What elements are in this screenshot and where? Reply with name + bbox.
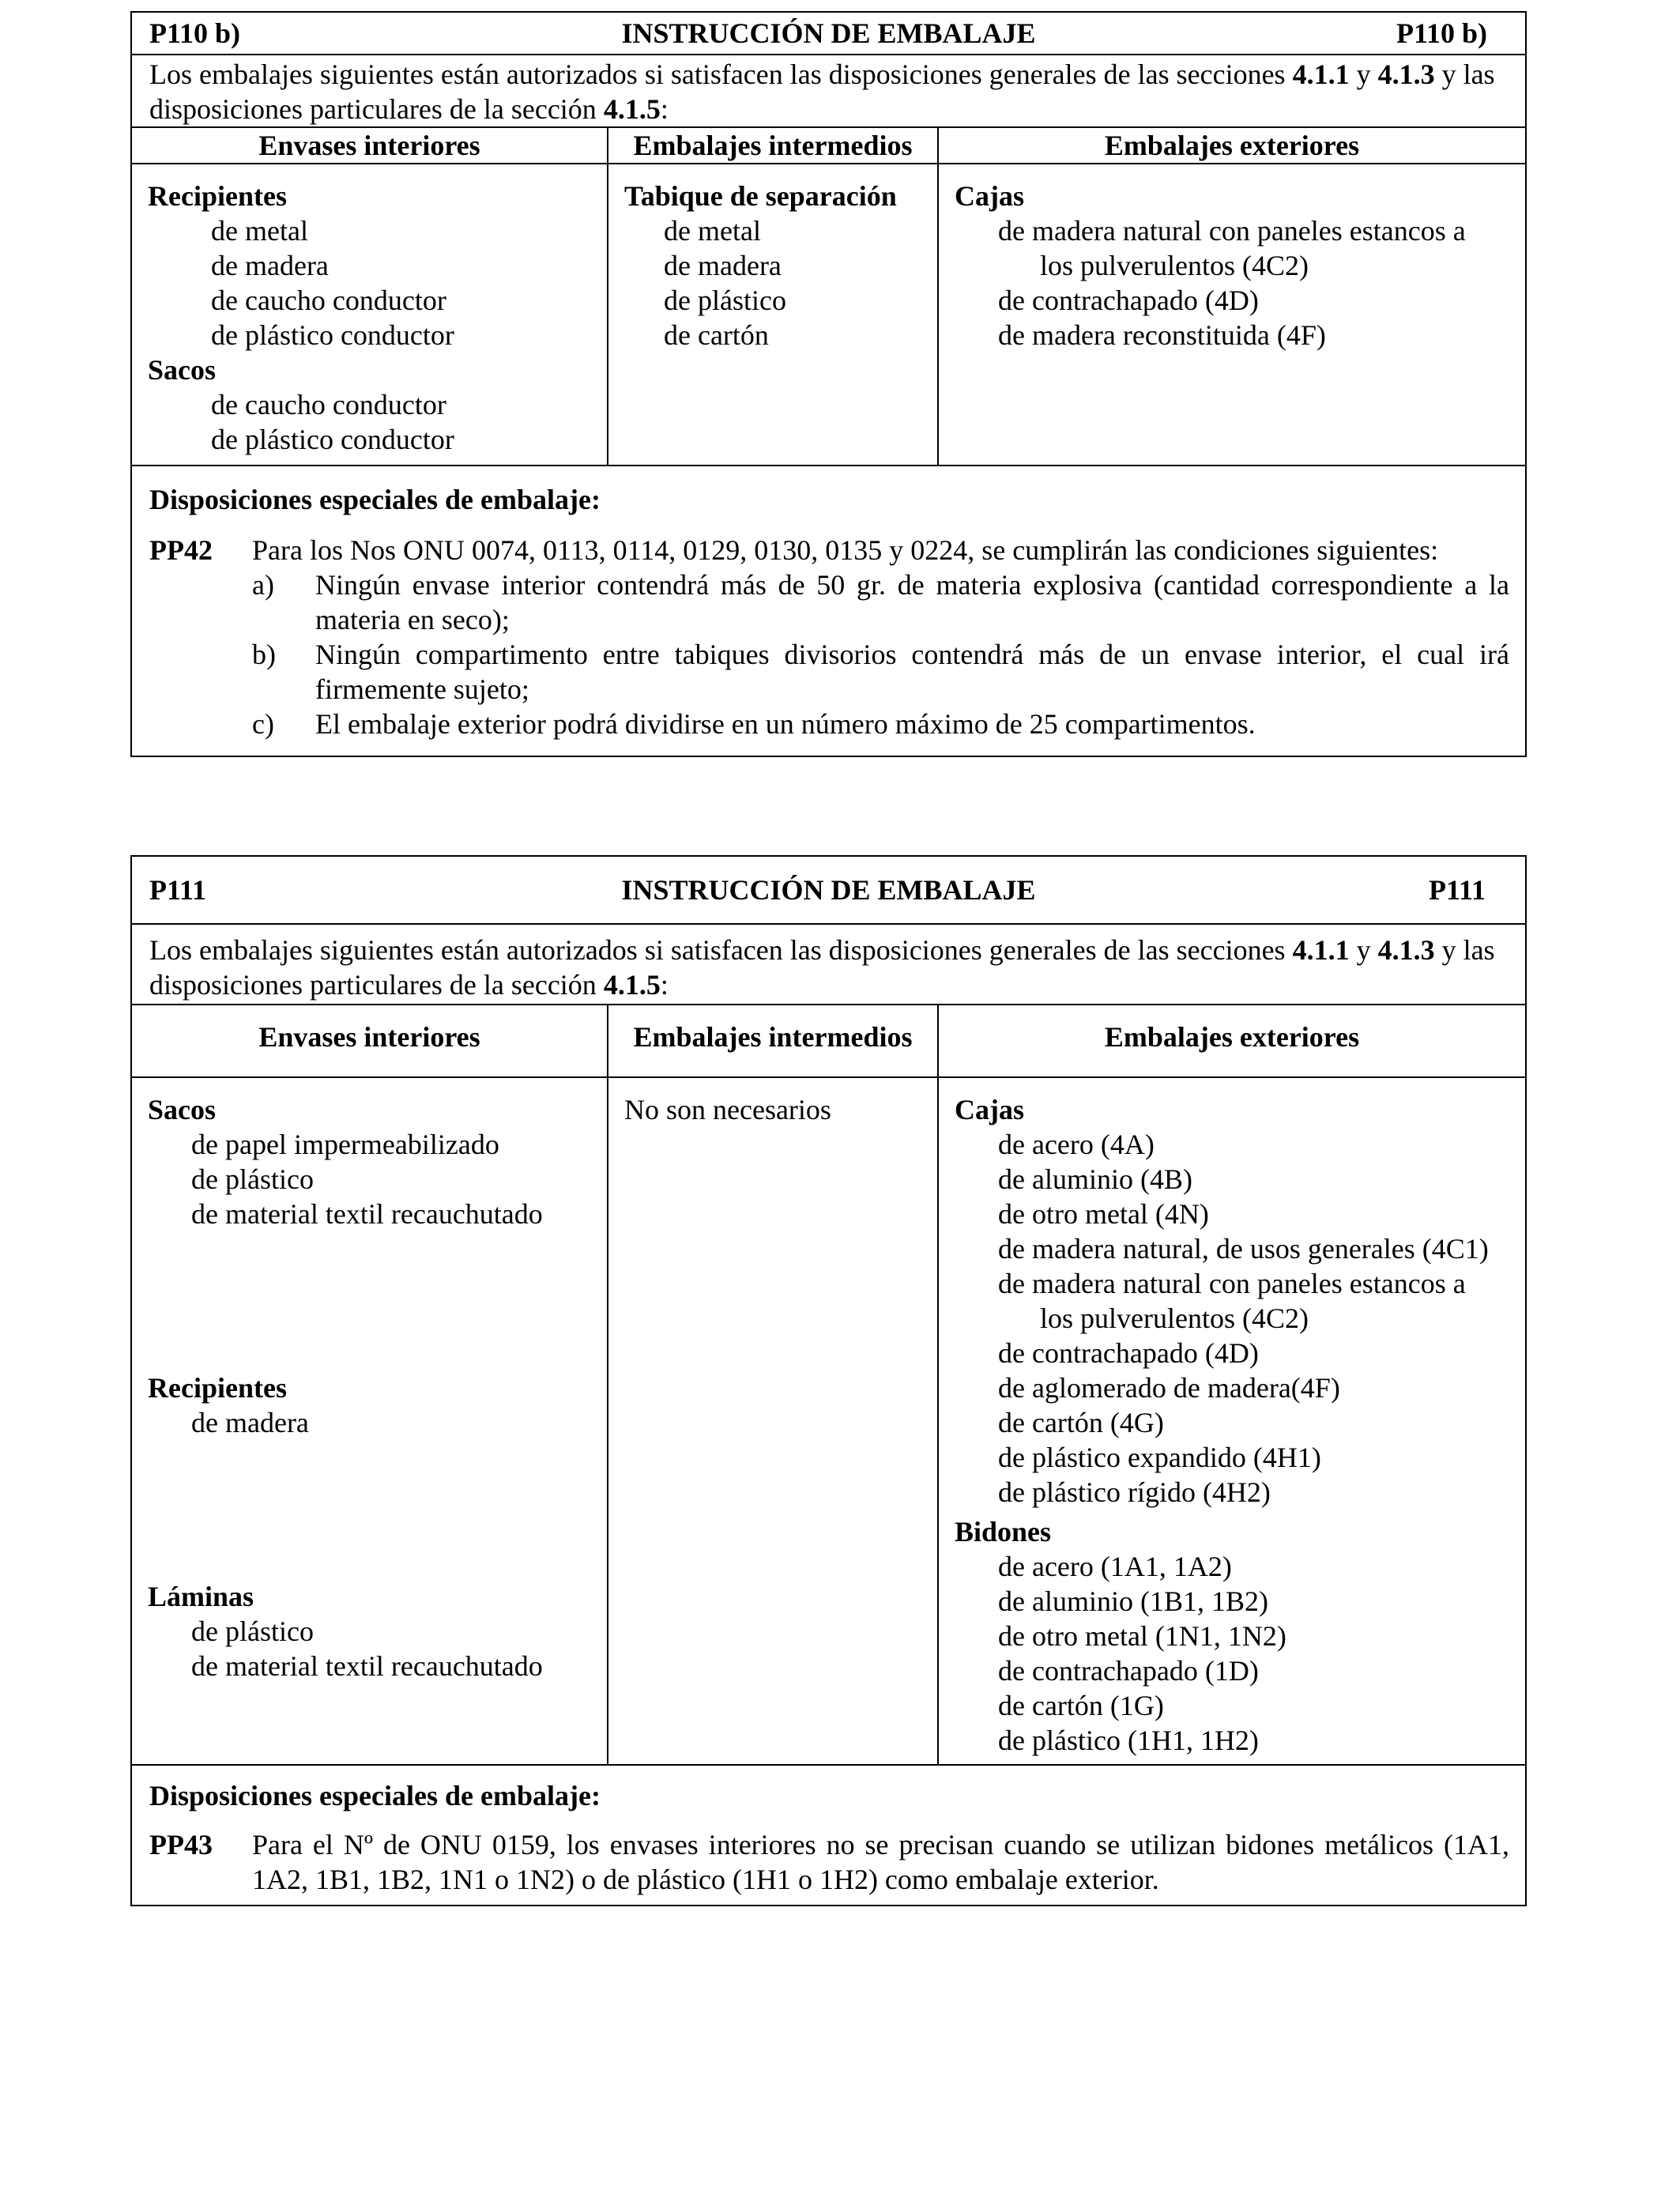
provision-text: Para los Nos ONU 0074, 0113, 0114, 0129, 0130, 0135 y 0224, se cumplirán las condiciones siguientes:	[252, 534, 1439, 566]
list-item: de contrachapado (1D)	[998, 1655, 1259, 1687]
instruction-code-left: P110 b)	[149, 17, 241, 49]
provision-pp43	[149, 1827, 1509, 1897]
list-item: de madera natural, de usos generales (4C1)	[998, 1233, 1489, 1265]
group-heading: Recipientes	[148, 1372, 287, 1404]
list-item: de acero (1A1, 1A2)	[998, 1551, 1232, 1582]
instruction-code-right: P110 b)	[1396, 17, 1487, 49]
provision-code: PP42	[149, 534, 213, 566]
list-item: de madera natural con paneles estancos a	[998, 215, 1466, 247]
list-item: de contrachapado (4D)	[998, 1337, 1259, 1369]
list-item: de plástico rígido (4H2)	[998, 1476, 1271, 1508]
list-item: de plástico conductor	[211, 424, 454, 455]
list-item: de otro metal (1N1, 1N2)	[998, 1620, 1286, 1652]
column-headers	[132, 1005, 1525, 1078]
inner-packagings	[132, 164, 608, 465]
list-item: de caucho conductor	[211, 285, 446, 316]
list-item: de plástico expandido (4H1)	[998, 1442, 1321, 1473]
special-provisions-heading: Disposiciones especiales de embalaje:	[149, 484, 601, 515]
instruction-code-right: P111	[1428, 874, 1486, 906]
intro-paragraph: Los embalajes siguientes están autorizados si satisfacen las disposiciones generales de las secciones 4.1.1 y 4.1.3 y las disposiciones particulares de la sección 4.1.5:	[132, 55, 1525, 128]
instruction-title: INSTRUCCIÓN DE EMBALAJE	[621, 874, 1036, 906]
packing-instruction-p111	[130, 855, 1527, 1906]
list-item: de acero (4A)	[998, 1129, 1155, 1160]
intermediate-packagings	[608, 1078, 939, 1764]
provision-pp42	[149, 533, 1509, 741]
inner-packagings	[132, 1078, 608, 1764]
list-item: de material textil recauchutado	[191, 1650, 543, 1682]
list-item: de plástico	[664, 285, 786, 316]
list-item-continuation: los pulverulentos (4C2)	[1040, 250, 1309, 281]
group-heading: Láminas	[148, 1581, 254, 1612]
list-item-continuation: los pulverulentos (4C2)	[1040, 1302, 1309, 1334]
list-item: de madera	[664, 250, 782, 281]
group-heading: Recipientes	[148, 180, 287, 212]
special-provisions	[132, 466, 1525, 756]
outer-packagings	[939, 164, 1525, 465]
list-item: de cartón (4G)	[998, 1407, 1164, 1438]
instruction-title: INSTRUCCIÓN DE EMBALAJE	[621, 17, 1036, 49]
list-item: de plástico	[191, 1163, 314, 1195]
col-header-inner: Envases interiores	[132, 128, 608, 163]
group-heading: Bidones	[955, 1516, 1052, 1547]
special-provisions-heading: Disposiciones especiales de embalaje:	[149, 1780, 601, 1811]
list-item: de madera	[211, 250, 329, 281]
special-provisions	[132, 1766, 1525, 1905]
intermediate-packagings	[608, 164, 939, 465]
column-headers	[132, 128, 1525, 164]
col-header-intermediate: Embalajes intermedios	[608, 1005, 939, 1076]
intermediate-note: No son necesarios	[624, 1094, 831, 1125]
col-header-outer: Embalajes exteriores	[1104, 130, 1360, 161]
list-item: de material textil recauchutado	[191, 1198, 543, 1230]
list-item: de plástico (1H1, 1H2)	[998, 1725, 1259, 1756]
group-heading: Sacos	[148, 354, 217, 386]
list-item: de cartón (1G)	[998, 1690, 1164, 1721]
col-header-inner: Envases interiores	[132, 1005, 608, 1076]
col-header-outer: Embalajes exteriores	[1104, 1021, 1360, 1053]
list-item: de madera	[191, 1407, 309, 1438]
list-item: de cartón	[664, 319, 769, 351]
packing-instruction-p110b	[130, 11, 1527, 757]
list-item: de caucho conductor	[211, 389, 446, 420]
list-item: de madera natural con paneles estancos a	[998, 1268, 1466, 1299]
list-item: de otro metal (4N)	[998, 1198, 1209, 1230]
condition-item: a) Ningún envase interior contendrá más de 50 gr. de materia explosiva (cantidad correspondiente a la materia en seco);	[252, 569, 1509, 635]
group-heading: Tabique de separación	[624, 180, 897, 212]
list-item: de plástico conductor	[211, 319, 454, 351]
list-item: de papel impermeabilizado	[191, 1129, 499, 1160]
provision-text: Para el Nº de ONU 0159, los envases interiores no se precisan cuando se utilizan bidones metálicos (1A1, 1A2, 1B1, 1B2, 1N1 o 1N2) o de plástico (1H1 o 1H2) como embalaje exterior.	[252, 1829, 1509, 1895]
list-item: de aluminio (4B)	[998, 1163, 1192, 1195]
list-item: de aluminio (1B1, 1B2)	[998, 1585, 1268, 1617]
condition-item: c) El embalaje exterior podrá dividirse en un número máximo de 25 compartimentos.	[252, 708, 1256, 740]
list-item: de contrachapado (4D)	[998, 285, 1259, 316]
list-item: de metal	[664, 215, 761, 247]
list-item: de madera reconstituida (4F)	[998, 319, 1326, 351]
list-item: de aglomerado de madera(4F)	[998, 1372, 1340, 1404]
packaging-columns	[132, 1078, 1525, 1766]
group-heading: Cajas	[955, 180, 1024, 212]
intro-paragraph: Los embalajes siguientes están autorizados si satisfacen las disposiciones generales de las secciones 4.1.1 y 4.1.3 y las disposiciones particulares de la sección 4.1.5:	[132, 925, 1525, 1005]
outer-packagings	[939, 1078, 1525, 1764]
provision-code: PP43	[149, 1829, 213, 1860]
group-heading: Sacos	[148, 1094, 217, 1125]
condition-item: b) Ningún compartimento entre tabiques divisorios contendrá más de un envase interior, el cual irá firmemente sujeto;	[252, 639, 1509, 705]
instruction-header	[132, 13, 1525, 55]
col-header-intermediate: Embalajes intermedios	[608, 128, 939, 163]
group-heading: Cajas	[955, 1094, 1024, 1125]
instruction-header	[132, 857, 1525, 925]
packaging-columns	[132, 164, 1525, 466]
instruction-code-left: P111	[149, 874, 207, 906]
list-item: de plástico	[191, 1615, 314, 1647]
list-item: de metal	[211, 215, 308, 247]
